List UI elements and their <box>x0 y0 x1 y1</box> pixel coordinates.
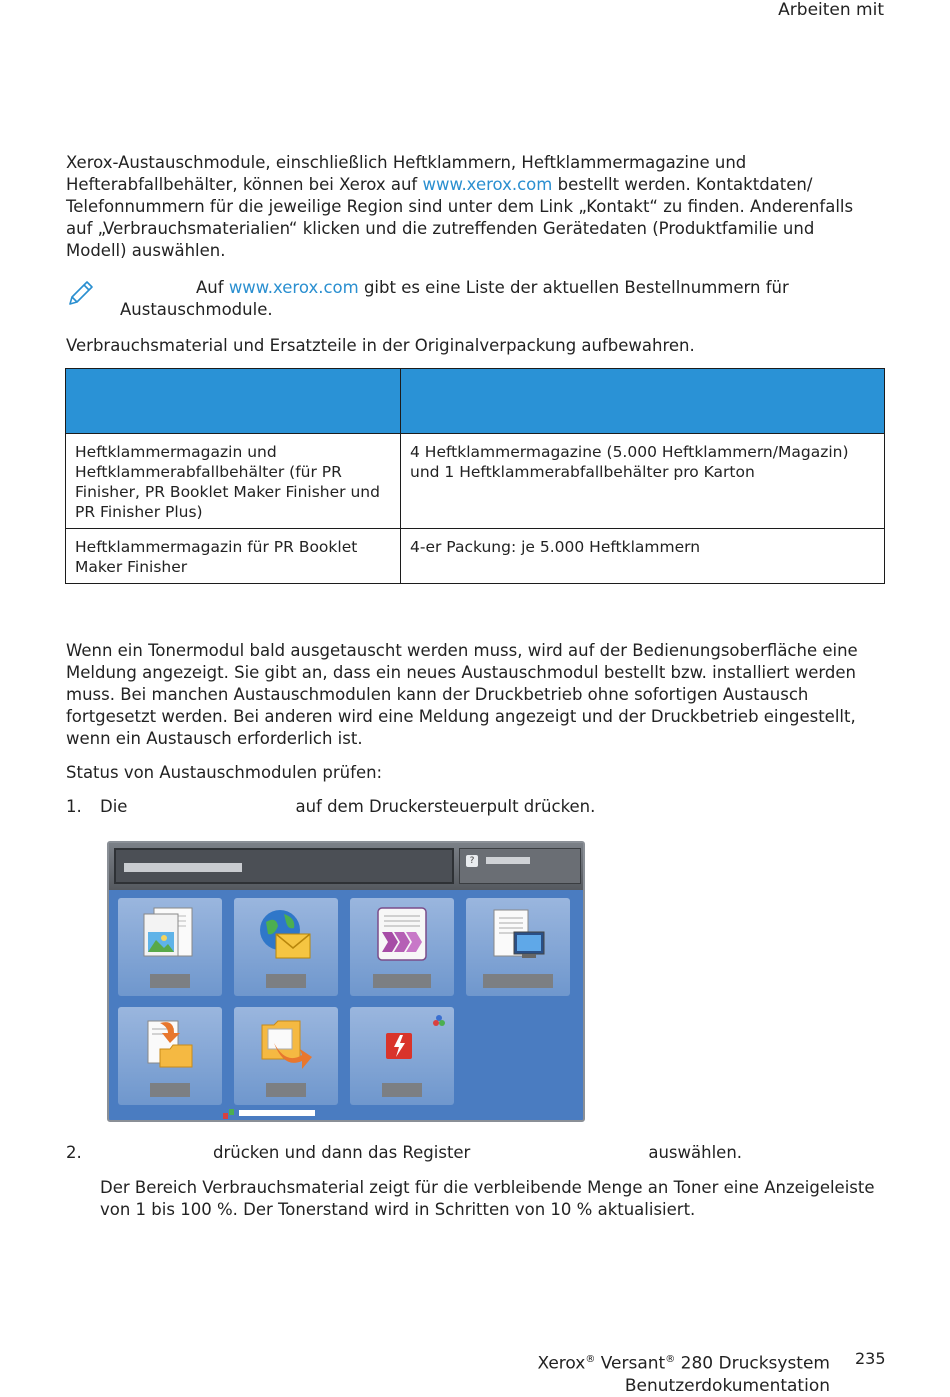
message-text-placeholder <box>124 863 242 872</box>
table-header-row <box>66 369 885 434</box>
step-2-text: drücken und dann das Register auswählen. <box>213 1143 743 1162</box>
running-header: Arbeiten mit <box>778 0 884 20</box>
step-number: 1. <box>66 797 82 816</box>
status-bar <box>239 1110 315 1116</box>
xerox-link[interactable]: www.xerox.com <box>228 278 359 297</box>
workflow-scanning-tile[interactable] <box>350 898 454 996</box>
note-text: Auf www.xerox.com gibt es eine Liste der aktuellen Bestellnummern für Austauschmodule. <box>120 278 789 319</box>
table-cell-quantity: 4 Heftklammermagazine (5.000 Heftklammern/Magazin) und 1 Heftklammerabfallbehälter pro Karton <box>401 434 885 529</box>
color-dots-icon <box>432 1015 446 1027</box>
page-number: 235 <box>855 1349 886 1368</box>
status-intro-paragraph: Wenn ein Tonermodul bald ausgetauscht werden muss, wird auf der Bedienungsoberfläche eine Meldung angezeigt. Sie gibt an, dass ein neues Austauschmodul bestellt bzw. installiert werden muss. Bei manchen Austauschmodulen kann der Druckbetrieb ohne sofortigen Austausch fortgesetzt werden. Bei anderen wird eine Meldung angezeigt und der Druckbetrieb eingestellt, wenn ein Austausch erforderlich ist. <box>66 641 858 748</box>
store-to-folder-tile[interactable] <box>118 1007 222 1105</box>
tile-label-placeholder <box>150 974 190 988</box>
login-icon: ? <box>466 855 478 867</box>
scan-to-pc-tile[interactable] <box>466 898 570 996</box>
login-button[interactable] <box>459 848 581 884</box>
send-from-folder-icon <box>256 1015 316 1075</box>
status-icon <box>223 1109 235 1119</box>
scan-to-pc-icon <box>488 906 548 966</box>
tile-label-placeholder <box>373 974 431 988</box>
send-from-folder-tile[interactable] <box>234 1007 338 1105</box>
table-cell-quantity: 4-er Packung: je 5.000 Heftklammern <box>401 529 885 584</box>
copy-icon <box>140 906 200 966</box>
tile-label-placeholder <box>150 1083 190 1097</box>
table-cell-item: Heftklammermagazin und Heftklammerabfallbehälter (für PR Finisher, PR Booklet Maker Finisher und PR Finisher Plus) <box>66 434 401 529</box>
check-status-label: Status von Austauschmodulen prüfen: <box>66 763 383 782</box>
store-to-folder-icon <box>140 1015 200 1075</box>
message-field <box>114 848 454 884</box>
tile-label-placeholder <box>266 1083 306 1097</box>
step-number: 2. <box>66 1143 82 1162</box>
workflow-scanning-icon <box>372 906 432 966</box>
storage-paragraph: Verbrauchsmaterial und Ersatzteile in der Originalverpackung aufbewahren. <box>66 336 695 355</box>
email-icon <box>256 906 316 966</box>
screen-top-bar <box>109 843 583 890</box>
tile-label-placeholder <box>382 1083 422 1097</box>
parts-table <box>65 368 885 584</box>
fiery-tile[interactable] <box>350 1007 454 1105</box>
pencil-icon <box>66 278 96 308</box>
control-panel-screen <box>107 841 585 1122</box>
login-label-placeholder <box>486 857 530 864</box>
tile-label-placeholder <box>266 974 306 988</box>
email-tile[interactable] <box>234 898 338 996</box>
xerox-link[interactable]: www.xerox.com <box>422 175 553 194</box>
table-header-cell <box>401 369 885 434</box>
fiery-icon <box>372 1015 432 1075</box>
tile-label-placeholder <box>483 974 553 988</box>
step-1-text: Die auf dem Druckersteuerpult drücken. <box>100 797 596 816</box>
table-row <box>66 434 885 529</box>
table-header-cell <box>66 369 401 434</box>
toner-info-paragraph: Der Bereich Verbrauchsmaterial zeigt für die verbleibende Menge an Toner eine Anzeigeleiste von 1 bis 100 %. Der Tonerstand wird in Schritten von 10 % aktualisiert. <box>100 1178 875 1219</box>
copy-tile[interactable] <box>118 898 222 996</box>
intro-paragraph: Xerox-Austauschmodule, einschließlich Heftklammern, Heftklammermagazine und Hefterabfallbehälter, können bei Xerox auf www.xerox.com bestellt werden. Kontaktdaten/ Telefonnummern für die jeweilige Region sind unter dem Link „Kontakt“ zu finden. Anderenfalls auf „Verbrauchsmaterialien“ klicken und die zutreffenden Gerätedaten (Produktfamilie und Modell) auswählen. <box>66 153 854 260</box>
footer-document-title: Xerox® Versant® 280 Drucksystem Benutzerdokumentation <box>537 1353 830 1396</box>
table-cell-item: Heftklammermagazin für PR Booklet Maker Finisher <box>66 529 401 584</box>
table-row <box>66 529 885 584</box>
